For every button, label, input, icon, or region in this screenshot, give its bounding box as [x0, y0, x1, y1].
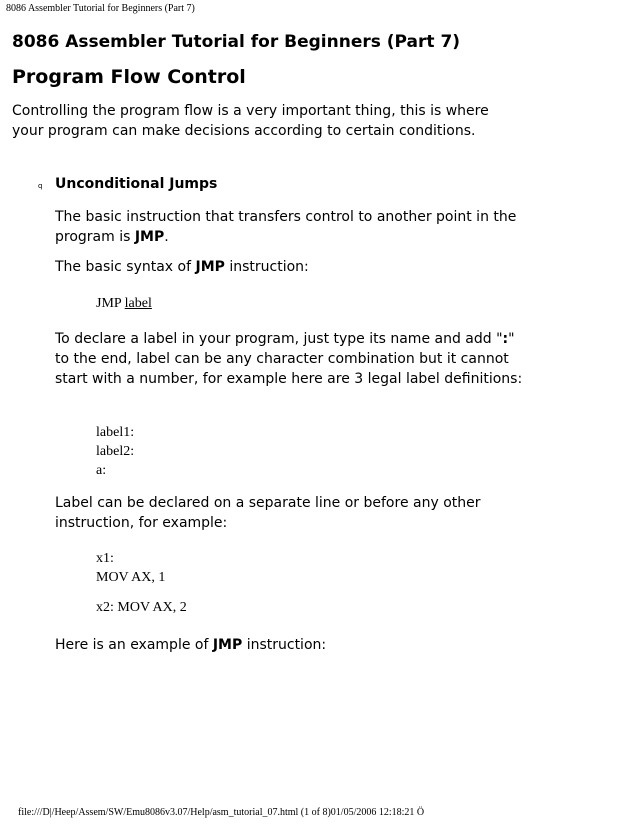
label-declaration-paragraph [55, 329, 525, 389]
page-title: 8086 Assembler Tutorial for Beginners (Part 7) [12, 32, 461, 52]
jmp-example-intro-paragraph [55, 635, 525, 655]
syntax-mnemonic: JMP [96, 296, 125, 311]
label-placement-code [96, 549, 165, 587]
para3-end: " to the end, label can be any character combination but it cannot start with a number, for example here are 3 legal label definitions: [55, 331, 523, 387]
intro-paragraph: Controlling the program flow is a very important thing, this is where your program can make decisions according to certain conditions. [12, 103, 489, 139]
code-line: label2: [96, 444, 135, 459]
page-footer: file:///D|/Heep/Assem/SW/Emu8086v3.07/Help/asm_tutorial_07.html (1 of 8)01/05/2006 12:18:21 Ö [18, 807, 425, 818]
bullet-icon: q [38, 182, 43, 190]
subsection-title: Unconditional Jumps [55, 176, 218, 192]
inline-label-code: x2: MOV AX, 2 [96, 600, 187, 615]
para2-text: The basic syntax of [55, 259, 196, 275]
code-line: a: [96, 463, 107, 478]
para3-text: To declare a label in your program, just type its name and add " [55, 331, 503, 347]
jmp-keyword: JMP [134, 229, 165, 245]
label-placement-paragraph: Label can be declared on a separate line or before any other instruction, for example: [55, 495, 481, 531]
jmp-keyword: JMP [212, 637, 243, 653]
code-line: MOV AX, 1 [96, 570, 166, 585]
para5-end: instruction: [242, 637, 327, 653]
syntax-intro-paragraph [55, 257, 525, 277]
section-title: Program Flow Control [12, 66, 246, 88]
syntax-code [96, 294, 152, 313]
jmp-keyword: JMP [195, 259, 225, 275]
syntax-operand: label [124, 296, 152, 311]
para1-end: . [164, 229, 169, 245]
para1-text: The basic instruction that transfers control to another point in the program is [55, 209, 517, 245]
jmp-description-paragraph [55, 207, 525, 247]
code-line: x1: [96, 551, 114, 566]
para2-end: instruction: [224, 259, 309, 275]
page-header: 8086 Assembler Tutorial for Beginners (Part 7) [6, 3, 195, 14]
label-examples-code [96, 423, 134, 480]
para5-text: Here is an example of [55, 637, 213, 653]
colon-keyword: : [502, 331, 509, 347]
code-line: label1: [96, 425, 135, 440]
